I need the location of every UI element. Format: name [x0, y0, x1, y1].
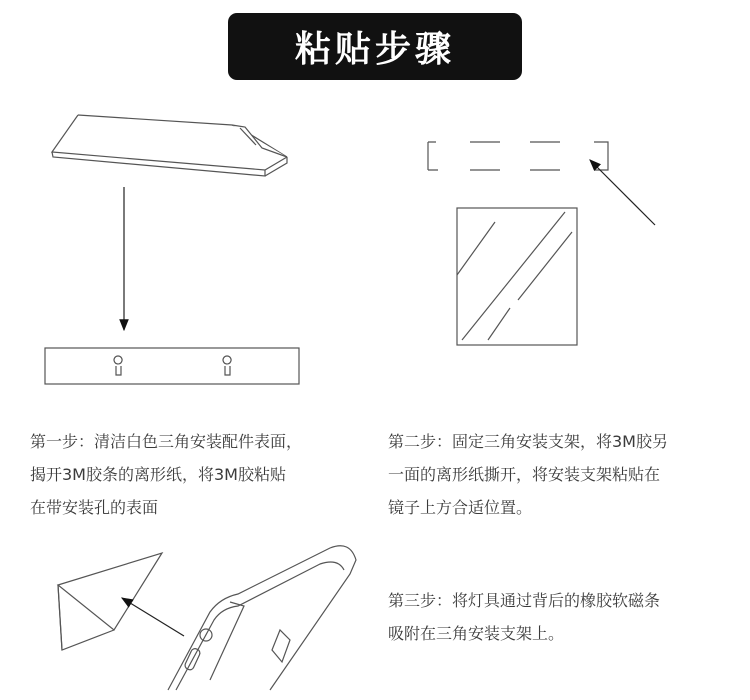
- tape-strip-illustration: [52, 115, 287, 176]
- step-1-line: 揭开3M胶条的离形纸，将3M胶粘贴: [30, 465, 286, 484]
- step-3-line: 吸附在三角安装支架上。: [388, 624, 565, 643]
- triangle-bracket-illustration: [58, 553, 162, 650]
- step-3-text: [388, 584, 660, 650]
- page-title: 粘贴步骤: [294, 29, 455, 70]
- step-2-line: 镜子上方合适位置。: [388, 498, 533, 517]
- step-1-text: [30, 425, 302, 524]
- step-2-text: [388, 425, 668, 524]
- mount-bar-illustration: [45, 348, 299, 384]
- arrow-left: [122, 598, 184, 636]
- placement-outline: [428, 142, 608, 170]
- step-3-line: 第三步：将灯具通过背后的橡胶软磁条: [388, 591, 661, 610]
- step-1-line: 在带安装孔的表面: [30, 498, 159, 517]
- arrow-diagonal: [590, 160, 655, 225]
- step-2-line: 第二步：固定三角安装支架，将3M胶另: [388, 432, 668, 451]
- lamp-illustration: [168, 546, 356, 690]
- step-2-line: 一面的离形纸撕开，将安装支架粘贴在: [388, 465, 661, 484]
- mirror-illustration: [457, 208, 577, 345]
- step-1-line: 第一步：清洁白色三角安装配件表面，: [30, 432, 303, 451]
